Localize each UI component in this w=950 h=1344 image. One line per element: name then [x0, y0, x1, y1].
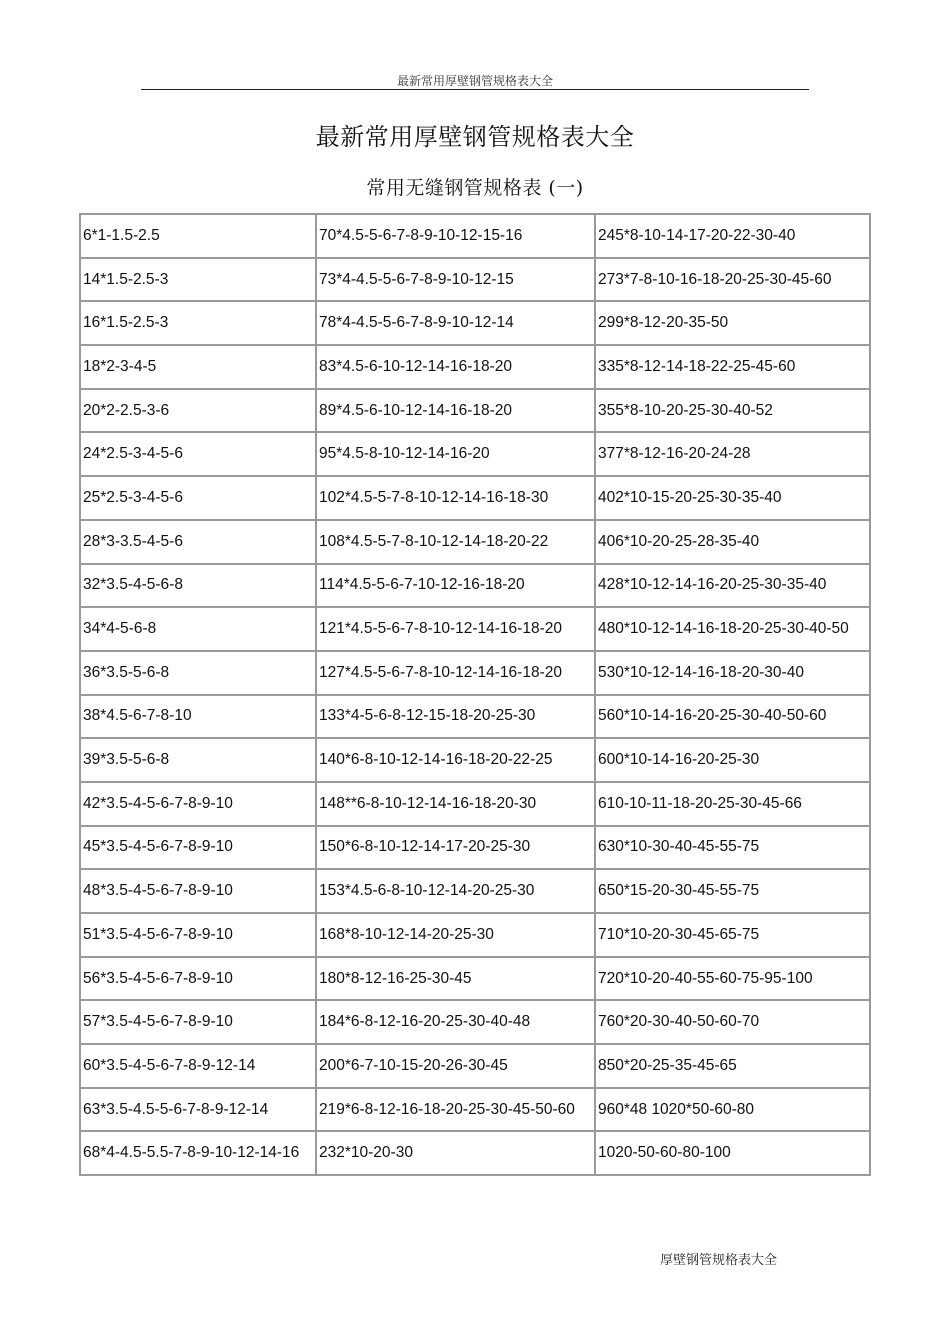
table-cell: 70*4.5-5-6-7-8-9-10-12-15-16 [317, 215, 596, 259]
table-cell: 73*4-4.5-5-6-7-8-9-10-12-15 [317, 259, 596, 303]
table-row [81, 477, 871, 521]
table-cell: 850*20-25-35-45-65 [596, 1045, 871, 1089]
table-cell: 83*4.5-6-10-12-14-16-18-20 [317, 346, 596, 390]
table-cell: 148**6-8-10-12-14-16-18-20-30 [317, 783, 596, 827]
table-cell: 108*4.5-5-7-8-10-12-14-18-20-22 [317, 521, 596, 565]
table-cell: 14*1.5-2.5-3 [81, 259, 317, 303]
table-cell: 32*3.5-4-5-6-8 [81, 565, 317, 609]
table-cell: 245*8-10-14-17-20-22-30-40 [596, 215, 871, 259]
table-cell: 133*4-5-6-8-12-15-18-20-25-30 [317, 696, 596, 740]
steel-pipe-spec-table [79, 213, 871, 1176]
table-cell: 38*4.5-6-7-8-10 [81, 696, 317, 740]
table-cell: 42*3.5-4-5-6-7-8-9-10 [81, 783, 317, 827]
document-title: 最新常用厚壁钢管规格表大全 [315, 123, 635, 151]
table-cell: 1020-50-60-80-100 [596, 1132, 871, 1176]
table-cell: 355*8-10-20-25-30-40-52 [596, 390, 871, 434]
table-cell: 480*10-12-14-16-18-20-25-30-40-50 [596, 608, 871, 652]
table-cell: 760*20-30-40-50-60-70 [596, 1001, 871, 1045]
table-cell: 140*6-8-10-12-14-16-18-20-22-25 [317, 739, 596, 783]
table-cell: 63*3.5-4.5-5-6-7-8-9-12-14 [81, 1089, 317, 1133]
table-cell: 28*3-3.5-4-5-6 [81, 521, 317, 565]
table-cell: 78*4-4.5-5-6-7-8-9-10-12-14 [317, 302, 596, 346]
table-row [81, 1089, 871, 1133]
table-row [81, 1001, 871, 1045]
table-cell: 45*3.5-4-5-6-7-8-9-10 [81, 827, 317, 871]
table-cell: 39*3.5-5-6-8 [81, 739, 317, 783]
table-cell: 710*10-20-30-45-65-75 [596, 914, 871, 958]
table-cell: 560*10-14-16-20-25-30-40-50-60 [596, 696, 871, 740]
table-cell: 960*48 1020*50-60-80 [596, 1089, 871, 1133]
table-cell: 34*4-5-6-8 [81, 608, 317, 652]
table-row [81, 521, 871, 565]
table-cell: 60*3.5-4-5-6-7-8-9-12-14 [81, 1045, 317, 1089]
table-cell: 57*3.5-4-5-6-7-8-9-10 [81, 1001, 317, 1045]
table-row [81, 302, 871, 346]
table-row [81, 652, 871, 696]
table-cell: 610-10-11-18-20-25-30-45-66 [596, 783, 871, 827]
table-row [81, 696, 871, 740]
table-cell: 406*10-20-25-28-35-40 [596, 521, 871, 565]
table-row [81, 827, 871, 871]
table-cell: 102*4.5-5-7-8-10-12-14-16-18-30 [317, 477, 596, 521]
table-cell: 95*4.5-8-10-12-14-16-20 [317, 433, 596, 477]
table-row [81, 259, 871, 303]
table-cell: 335*8-12-14-18-22-25-45-60 [596, 346, 871, 390]
table-row [81, 215, 871, 259]
table-row [81, 1132, 871, 1176]
table-cell: 150*6-8-10-12-14-17-20-25-30 [317, 827, 596, 871]
table-cell: 48*3.5-4-5-6-7-8-9-10 [81, 870, 317, 914]
table-cell: 630*10-30-40-45-55-75 [596, 827, 871, 871]
table-cell: 600*10-14-16-20-25-30 [596, 739, 871, 783]
table-cell: 18*2-3-4-5 [81, 346, 317, 390]
table-cell: 68*4-4.5-5.5-7-8-9-10-12-14-16 [81, 1132, 317, 1176]
table-cell: 720*10-20-40-55-60-75-95-100 [596, 958, 871, 1002]
table-row [81, 565, 871, 609]
table-cell: 184*6-8-12-16-20-25-30-40-48 [317, 1001, 596, 1045]
table-cell: 219*6-8-12-16-18-20-25-30-45-50-60 [317, 1089, 596, 1133]
table-cell: 402*10-15-20-25-30-35-40 [596, 477, 871, 521]
table-row [81, 783, 871, 827]
running-header: 最新常用厚壁钢管规格表大全 [396, 74, 553, 88]
table-cell: 377*8-12-16-20-24-28 [596, 433, 871, 477]
table-row [81, 870, 871, 914]
table-cell: 89*4.5-6-10-12-14-16-18-20 [317, 390, 596, 434]
table-cell: 428*10-12-14-16-20-25-30-35-40 [596, 565, 871, 609]
table-cell: 24*2.5-3-4-5-6 [81, 433, 317, 477]
table-cell: 200*6-7-10-15-20-26-30-45 [317, 1045, 596, 1089]
table-title: 常用无缝钢管规格表 (一) [366, 177, 584, 199]
table-row [81, 914, 871, 958]
table-cell: 168*8-10-12-14-20-25-30 [317, 914, 596, 958]
running-footer: 厚壁钢管规格表大全 [660, 1253, 778, 1268]
table-cell: 114*4.5-5-6-7-10-12-16-18-20 [317, 565, 596, 609]
table-row [81, 1045, 871, 1089]
table-cell: 127*4.5-5-6-7-8-10-12-14-16-18-20 [317, 652, 596, 696]
table-cell: 6*1-1.5-2.5 [81, 215, 317, 259]
table-cell: 299*8-12-20-35-50 [596, 302, 871, 346]
table-cell: 20*2-2.5-3-6 [81, 390, 317, 434]
table-cell: 56*3.5-4-5-6-7-8-9-10 [81, 958, 317, 1002]
table-row [81, 608, 871, 652]
table-cell: 273*7-8-10-16-18-20-25-30-45-60 [596, 259, 871, 303]
table-row [81, 390, 871, 434]
table-cell: 650*15-20-30-45-55-75 [596, 870, 871, 914]
table-cell: 36*3.5-5-6-8 [81, 652, 317, 696]
table-cell: 530*10-12-14-16-18-20-30-40 [596, 652, 871, 696]
table-row [81, 346, 871, 390]
spec-table-body [81, 215, 871, 1176]
table-row [81, 433, 871, 477]
table-cell: 153*4.5-6-8-10-12-14-20-25-30 [317, 870, 596, 914]
table-cell: 25*2.5-3-4-5-6 [81, 477, 317, 521]
table-cell: 180*8-12-16-25-30-45 [317, 958, 596, 1002]
table-cell: 16*1.5-2.5-3 [81, 302, 317, 346]
table-row [81, 739, 871, 783]
table-row [81, 958, 871, 1002]
table-cell: 232*10-20-30 [317, 1132, 596, 1176]
header-rule [141, 89, 809, 90]
table-cell: 121*4.5-5-6-7-8-10-12-14-16-18-20 [317, 608, 596, 652]
table-cell: 51*3.5-4-5-6-7-8-9-10 [81, 914, 317, 958]
